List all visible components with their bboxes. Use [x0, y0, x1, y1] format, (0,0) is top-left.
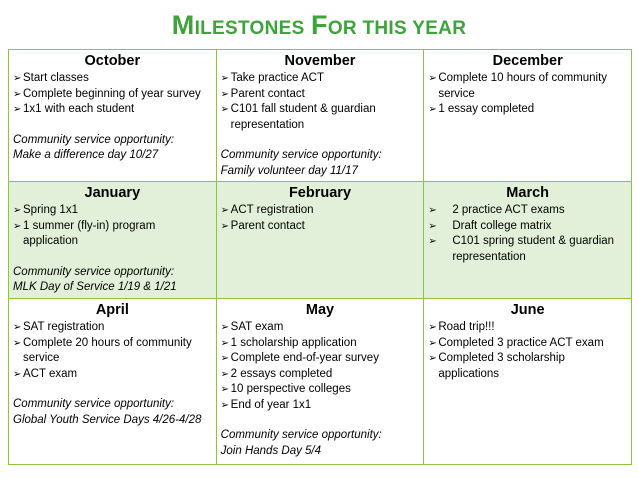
checkmark-arrow-icon: ➢: [428, 220, 437, 232]
list-item: ➢ Road trip!!!: [428, 320, 627, 336]
checkmark-arrow-icon: ➢: [220, 220, 230, 232]
checkmark-arrow-icon: ➢: [220, 399, 230, 411]
month-heading: April: [95, 302, 129, 318]
checkmark-arrow-icon: ➢: [220, 205, 230, 216]
month-cell-may: [216, 299, 424, 465]
checkmark-arrow-icon: ➢: [13, 88, 22, 100]
checkmark-arrow-icon: ➢: [428, 205, 437, 216]
page-title: MILESTONES FOR THIS YEAR: [171, 10, 467, 40]
list-item: ➢ Start classes: [13, 71, 212, 87]
list-item: ➢ Take practice ACT: [221, 71, 420, 87]
list-item: ➢ End of year 1x1: [221, 398, 420, 414]
checkmark-arrow-icon: ➢: [428, 353, 437, 364]
month-cell-june: [424, 299, 632, 465]
list-item: ➢ C101 fall student & guardian representation: [220, 103, 376, 131]
list-item: ➢ Parent contact: [221, 219, 420, 235]
checkmark-arrow-icon: ➢: [220, 384, 230, 395]
list-item: ➢ 1x1 with each student: [13, 102, 212, 118]
month-cell-march: [424, 182, 632, 299]
list-item: ➢ Parent contact: [221, 87, 420, 103]
list-item: ➢ Complete 20 hours of community service: [13, 336, 192, 364]
checkmark-arrow-icon: ➢: [220, 368, 230, 380]
month-heading: March: [506, 185, 550, 201]
checkmark-arrow-icon: ➢: [13, 337, 22, 349]
checkmark-arrow-icon: ➢: [220, 353, 230, 364]
checkmark-arrow-icon: ➢: [428, 104, 437, 115]
month-cell-april: [9, 299, 217, 465]
list-item: ➢ Complete end-of-year survey: [221, 351, 420, 367]
checkmark-arrow-icon: ➢: [220, 104, 230, 115]
list-item: ➢ Draft college matrix: [428, 219, 627, 235]
list-item: ➢ Complete 10 hours of community service: [428, 72, 608, 100]
list-item: ➢ SAT exam: [221, 320, 420, 336]
community-service-note: Community service opportunity: MLK Day of Service 1/19 & 1/21: [13, 265, 177, 293]
list-item: ➢ Spring 1x1: [13, 203, 212, 219]
checkmark-arrow-icon: ➢: [428, 236, 437, 247]
list-item: ➢ ACT exam: [13, 367, 212, 383]
community-service-note: Community service opportunity: Join Hands Day 5/4: [220, 429, 382, 457]
table-row: [9, 299, 632, 465]
checkmark-arrow-icon: ➢: [428, 73, 437, 84]
checkmark-arrow-icon: ➢: [13, 368, 22, 380]
month-cell-october: [9, 50, 217, 182]
checkmark-arrow-icon: ➢: [13, 220, 22, 232]
month-cell-january: [9, 182, 217, 299]
month-heading: May: [305, 302, 335, 318]
month-cell-february: [216, 182, 424, 299]
month-cell-december: [424, 50, 632, 182]
table-row: [9, 182, 632, 299]
checkmark-arrow-icon: ➢: [220, 322, 230, 333]
community-service-note: Community service opportunity: Global Youth Service Days 4/26-4/28: [13, 398, 202, 426]
list-item: ➢ 2 essays completed: [221, 367, 420, 383]
list-item: ➢ 1 essay completed: [428, 102, 627, 118]
list-item: ➢ 1 scholarship application: [221, 336, 420, 352]
checkmark-arrow-icon: ➢: [220, 88, 230, 100]
list-item: ➢ C101 spring student & guardian representation: [428, 235, 615, 263]
list-item: ➢ Complete beginning of year survey: [13, 87, 212, 103]
checkmark-arrow-icon: ➢: [13, 205, 22, 216]
list-item: ➢ Completed 3 scholarship applications: [428, 352, 565, 380]
month-heading: October: [84, 53, 141, 69]
community-service-note: Community service opportunity: Make a difference day 10/27: [13, 133, 175, 161]
checkmark-arrow-icon: ➢: [13, 322, 22, 333]
month-heading: February: [288, 185, 352, 201]
month-heading: December: [492, 53, 563, 69]
month-heading: June: [510, 302, 545, 318]
checkmark-arrow-icon: ➢: [428, 322, 437, 333]
list-item: ➢ SAT registration: [13, 320, 212, 336]
list-item: ➢ ACT registration: [221, 203, 420, 219]
checkmark-arrow-icon: ➢: [13, 104, 22, 115]
checkmark-arrow-icon: ➢: [428, 337, 437, 349]
list-item: ➢ 2 practice ACT exams: [428, 203, 627, 219]
milestones-table: [8, 49, 632, 465]
list-item: ➢ 10 perspective colleges: [221, 382, 420, 398]
list-item: ➢ 1 summer (fly-in) program application: [13, 219, 156, 247]
checkmark-arrow-icon: ➢: [13, 73, 22, 84]
checkmark-arrow-icon: ➢: [220, 337, 230, 349]
list-item: ➢ Completed 3 practice ACT exam: [428, 336, 627, 352]
month-cell-november: [216, 50, 424, 182]
community-service-note: Community service opportunity: Family volunteer day 11/17: [220, 149, 382, 177]
table-row: [9, 50, 632, 182]
month-heading: January: [84, 185, 141, 201]
checkmark-arrow-icon: ➢: [220, 73, 230, 84]
month-heading: November: [284, 53, 356, 69]
